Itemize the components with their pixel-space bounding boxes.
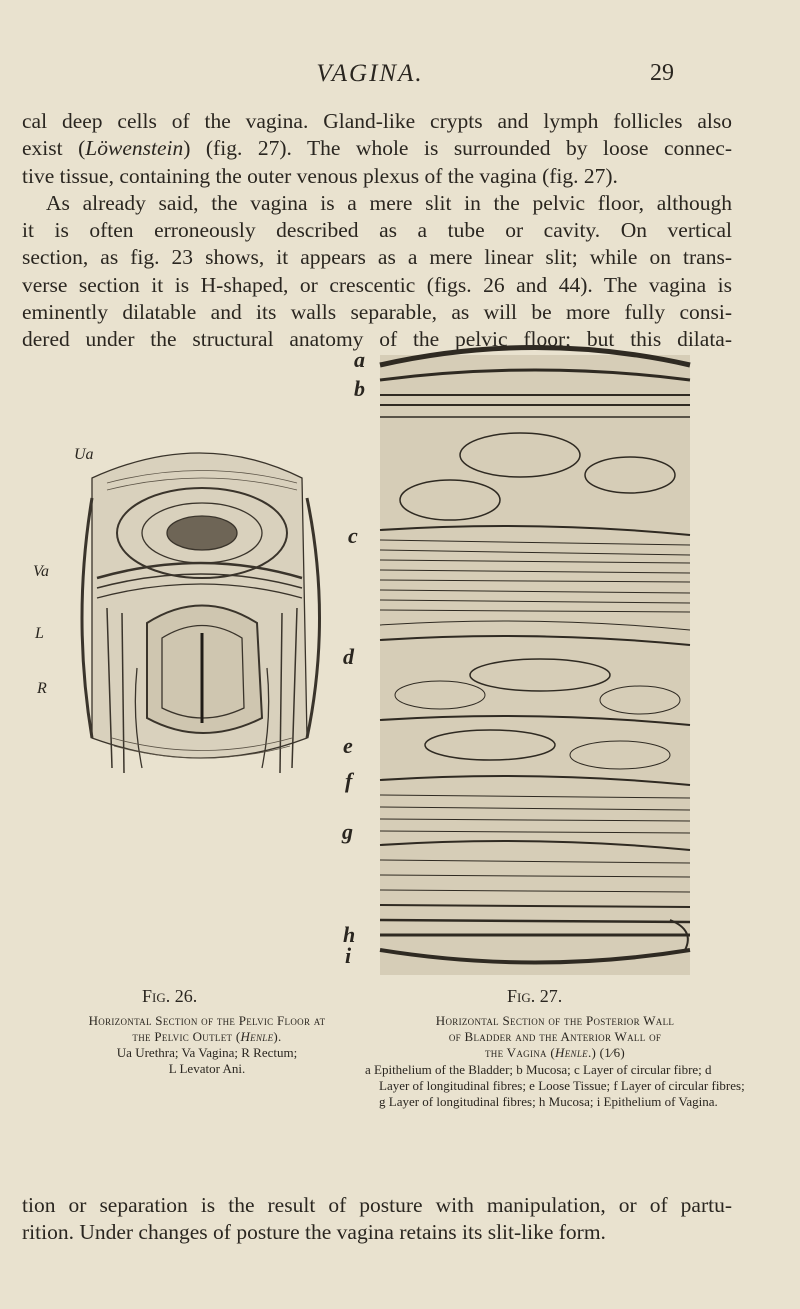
running-head-title: VAGINA. bbox=[316, 60, 424, 87]
figure-27-number: Fig. 27. bbox=[507, 986, 563, 1006]
caption-title: Horizontal Section of the Posterior Wall bbox=[435, 1013, 675, 1028]
text-line: dered under the structural anatomy of the pelvic floor; but this dilata- bbox=[22, 327, 732, 352]
label-e: e bbox=[343, 733, 353, 758]
top-paragraphs bbox=[22, 108, 732, 354]
text-line: cal deep cells of the vagina. Gland-like crypts and lymph follicles also bbox=[22, 109, 732, 133]
label-c: c bbox=[348, 523, 358, 548]
label-f: f bbox=[345, 768, 353, 793]
figure-26-illustration bbox=[52, 438, 352, 783]
figure-26-caption bbox=[62, 1013, 352, 1077]
text-line: As already said, the vagina is a mere slit in the pelvic floor, although bbox=[46, 190, 732, 215]
caption-legend: a Epithelium of the Bladder; b Mucosa; c Layer of circular fibre; d Layer of longitudinal fibres; e Loose Tissue; f Layer of circular fibres; g Layer of longitudinal fibres; h Mucosa; i Epithelium of Vagina. bbox=[365, 1062, 745, 1109]
figure-27-caption bbox=[365, 1013, 745, 1110]
figure-26-number: Fig. 26. bbox=[142, 986, 198, 1006]
text-line: tive tissue, containing the outer venous plexus of the vagina (fig. 27). bbox=[22, 163, 618, 188]
caption-legend: L Levator Ani. bbox=[168, 1061, 246, 1076]
pelvic-floor-section-drawing bbox=[52, 438, 352, 783]
label-i: i bbox=[345, 943, 352, 968]
text-line: tion or separation is the result of posture with manipulation, or of partu- bbox=[22, 1193, 732, 1217]
text-line: verse section it is H-shaped, or crescentic (figs. 26 and 44). The vagina is bbox=[22, 272, 732, 297]
text-line: rition. Under changes of posture the vagina retains its slit-like form. bbox=[22, 1220, 606, 1245]
author-name: Löwenstein bbox=[85, 136, 184, 161]
label-ua: Ua bbox=[74, 446, 94, 463]
bladder-vagina-wall-section-drawing bbox=[340, 335, 740, 995]
text-line: it is often erroneously described as a tube or cavity. On vertical bbox=[22, 218, 732, 243]
text-line: section, as fig. 23 shows, it appears as a mere linear slit; while on trans- bbox=[22, 245, 732, 270]
label-b: b bbox=[354, 376, 365, 401]
text-line: eminently dilatable and its walls separable, as will be more fully consi- bbox=[22, 300, 732, 325]
running-head bbox=[0, 60, 800, 94]
caption-title: the Pelvic Outlet (Henle). bbox=[132, 1029, 282, 1044]
caption-legend: Ua Urethra; Va Vagina; R Rectum; bbox=[116, 1045, 298, 1060]
caption-title: of Bladder and the Anterior Wall of bbox=[448, 1029, 662, 1044]
label-l: L bbox=[35, 625, 44, 642]
bottom-paragraph bbox=[22, 1192, 732, 1247]
text-line: exist (Löwenstein) (fig. 27). The whole is surrounded by loose connec- bbox=[22, 136, 732, 161]
page-number: 29 bbox=[650, 60, 674, 86]
label-h: h bbox=[343, 922, 356, 947]
label-d: d bbox=[343, 644, 354, 669]
caption-title: the Vagina (Henle.) (1⁄6) bbox=[484, 1045, 626, 1060]
label-va: Va bbox=[33, 563, 49, 580]
label-r: R bbox=[37, 680, 47, 697]
label-g: g bbox=[342, 819, 353, 844]
figure-27-illustration bbox=[340, 335, 740, 995]
label-a: a bbox=[354, 347, 365, 372]
caption-title: Horizontal Section of the Pelvic Floor at bbox=[88, 1013, 326, 1028]
